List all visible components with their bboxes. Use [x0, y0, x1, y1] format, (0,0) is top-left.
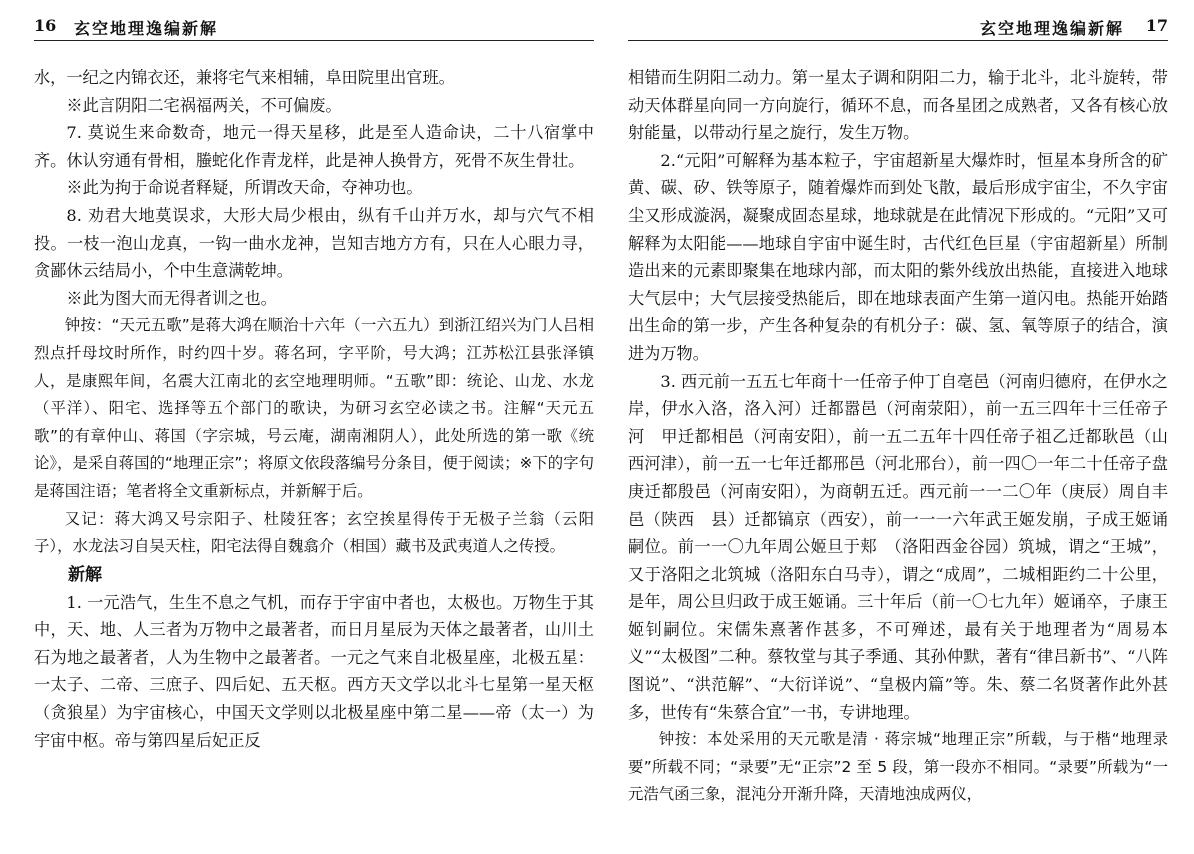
left-page-body: [34, 64, 594, 754]
right-page-body: [628, 64, 1168, 809]
left-page: [34, 0, 594, 854]
left-running-title: 玄空地理逸编新解: [74, 19, 219, 38]
new-explanation-paragraph-2: 2.“元阳”可解释为基本粒子，宇宙超新星大爆炸时，恒星本身所含的矿黄、碳、矽、铁等原子，随着爆炸而到处飞散，最后形成宇宙尘，不久宇宙尘又形成漩涡，凝聚成固态星球，地球就是在此情况下形成的。“元阳”又可解释为太阳能——地球自宇宙中诞生时，古代红色巨星（宇宙超新星）所制造出来的元素即聚集在地球内部，而太阳的紫外线放出热能，直接进入地球大气层中；大气层接受热能后，即在地球表面产生第一道闪电。热能开始踏出生命的第一步，产生各种复杂的有机分子：碳、氢、氧等原子的结合，演进为万物。: [628, 150, 1168, 363]
right-page-header: [628, 14, 1168, 41]
verse-paragraph-8: 8. 劝君大地莫误求，大形大局少根由，纵有千山并万水，却与穴气不相投。一枝一泡山龙真，一钩一曲水龙神，岂知吉地方方有，只在人心眼力寻，贪鄙休云结局小，个中生意满乾坤。: [34, 205, 594, 281]
right-page-number: 17: [1145, 16, 1168, 35]
commentary-note: ※此为图大而无得者训之也。: [66, 288, 277, 308]
paragraph: 相错而生阴阳二动力。第一星太子调和阴阳二力，输于北斗，北斗旋转，带动天体群星向同一方向旋行，循环不息，而各星团之成熟者，又各有核心放射能量，以带动行星之旋行，发生万物。: [628, 68, 1168, 143]
commentary-note: ※此为拘于命说者释疑，所谓改天命，夺神功也。: [66, 178, 423, 198]
right-page: [628, 0, 1168, 854]
right-running-title: 玄空地理逸编新解: [979, 19, 1124, 38]
editor-note: 钟按：“天元五歌”是蒋大鸿在顺治十六年（一六五九）到浙江绍兴为门人吕相烈点扦母坟时所作，时约四十岁。蒋名珂，字平阶，号大鸿；江苏松江县张泽镇人，是康熙年间，名震大江南北的玄空地理明师。“五歌”即：统论、山龙、水龙（平洋）、阳宅、选择等五个部门的歌诀，为研习玄空必读之书。注解“天元五歌”的有章仲山、蒋国（字宗城，号云庵，湖南湘阴人），此处所选的第一歌《统论》，是采自蒋国的“地理正宗”；将原文依段落编号分条目，便于阅读；※下的字句是蒋国注语；笔者将全文重新标点，并新解于后。: [34, 316, 594, 500]
new-explanation-paragraph-3: 3. 西元前一五五七年商十一任帝子仲丁自亳邑（河南归德府，在伊水之岸，伊水入洛，洛入河）迁都嚣邑（河南荥阳），前一五三四年十三任帝子河 甲迁都相邑（河南安阳），前一五二五年十四任帝子祖乙迁都耿邑（山西河津），前一五一七年迁都邢邑（河北邢台），前一四〇一年二十任帝子盘庚迁都殷邑（河南安阳），为商朝五迁。西元前一一二〇年（庚辰）周自丰邑（陕西 县）迁都镐京（西安），前一一一六年武王姬发崩，子成王姬诵嗣位。前一一〇九年周公姬旦于郏 （洛阳西金谷园）筑城，谓之“王城”，又于洛阳之北筑城（洛阳东白马寺），谓之“成周”，二城相距约二十公里，是年，周公旦归政于成王姬诵。三十年后（前一〇七九年）姬诵卒，子康王姬钊嗣位。宋儒朱熹著作甚多，不可殚述，最有关于地理者为“周易本义”“太极图”二种。蔡牧堂与其子季通、其孙仲默，著有“律吕新书”、“八阵图说”、“洪范解”、“大衍详说”、“皇极内篇”等。朱、蔡二名贤著作此外甚多，世传有“朱蔡合宜”一书，专讲地理。: [628, 371, 1168, 722]
left-page-number: 16: [34, 16, 57, 35]
editor-note: 钟按：本处采用的天元歌是清 · 蒋宗城“地理正宗”所载，与于楷“地理录要”所载不同；“录要”无“正宗”2 至 5 段，第一段亦不相同。“录要”所载为“一元浩气函三象，混沌分开渐升降，天清地浊成两仪，: [628, 730, 1168, 804]
paragraph: 水，一纪之内锦衣还，兼将宅气来相辅，阜田院里出官班。: [34, 68, 455, 87]
section-heading: 新解: [68, 564, 102, 585]
new-explanation-paragraph-1: 1. 一元浩气，生生不息之气机，而存于宇宙中者也，太极也。万物生于其中，天、地、人三者为万物中之最著者，而日月星辰为天体之最著者，山川土石为地之最著者，人为生物中之最著者。一元之气来自北极星座，北极五星：一太子、二帝、三庶子、四后妃、五天枢。西方天文学以北斗七星第一星天枢（贪狼星）为宇宙核心，中国天文学则以北极星座中第二星——帝（太一）为宇宙中枢。帝与第四星后妃正反: [34, 592, 594, 750]
editor-addendum: 又记：蒋大鸿又号宗阳子、杜陵狂客；玄空挨星得传于无极子兰翁（云阳子），水龙法习自吴天柱，阳宅法得自魏翕介（相国）藏书及武夷道人之传授。: [34, 509, 594, 556]
commentary-note: ※此言阴阳二宅祸福两关，不可偏废。: [66, 95, 342, 115]
verse-paragraph-7: 7. 莫说生来命数奇，地元一得天星移，此是至人造命诀，二十八宿掌中齐。休认穷通有骨相，螣蛇化作青龙样，此是神人换骨方，死骨不灰生骨壮。: [34, 123, 594, 170]
left-page-header: [34, 14, 594, 41]
